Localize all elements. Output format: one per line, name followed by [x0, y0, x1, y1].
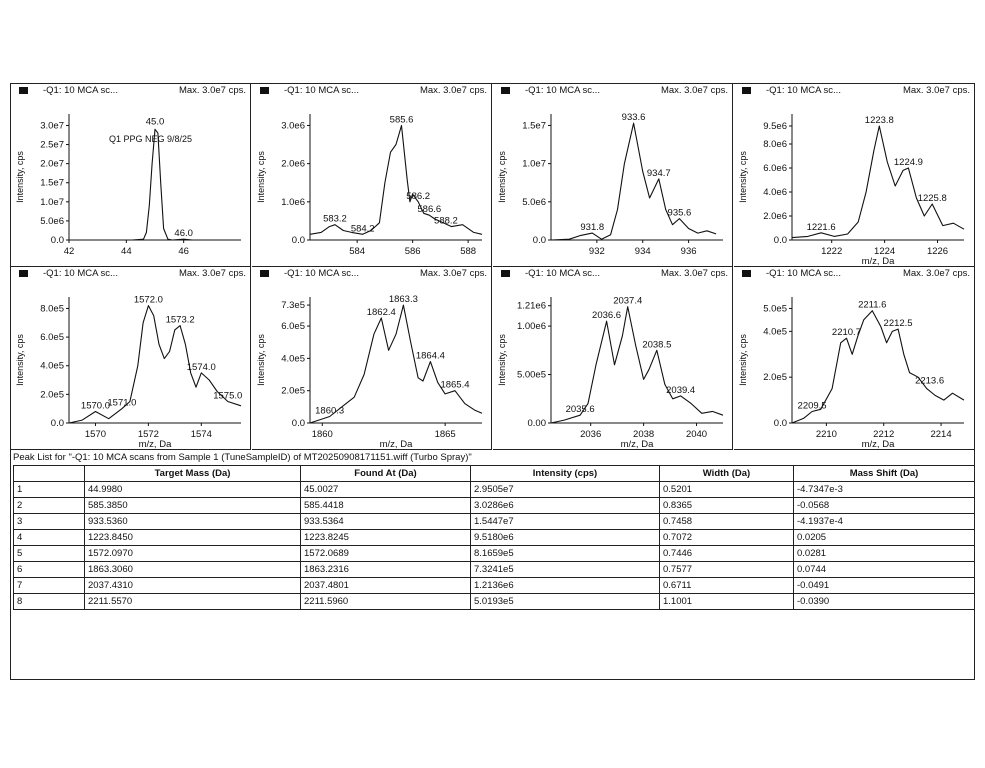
y-tick-label: 6.0e6	[763, 163, 787, 174]
y-tick-label: 5.0e6	[40, 215, 64, 227]
panel-max-intensity: Max. 3.0e7 cps.	[419, 268, 487, 279]
spectrum-panel	[252, 267, 492, 450]
y-axis-label: Intensity, cps	[738, 334, 748, 386]
table-cell: 2211.5960	[301, 594, 471, 610]
panel-header	[252, 267, 491, 281]
table-cell: 1572.0970	[85, 546, 301, 562]
report-frame	[10, 83, 975, 680]
x-tick-label: 1574	[190, 429, 212, 440]
y-tick-label: 0.00	[527, 418, 546, 429]
spectrum-panel	[11, 84, 251, 267]
spectrum-chart	[734, 281, 974, 450]
peak-label: 1864.4	[415, 350, 445, 362]
y-tick-label: 0.0	[291, 418, 305, 429]
y-axis-label: Intensity, cps	[497, 151, 507, 203]
spectrum-panel	[734, 84, 974, 267]
y-tick-label: 2.0e6	[763, 211, 787, 222]
table-cell: 1572.0689	[301, 546, 471, 562]
peak-label: 586.2	[406, 190, 431, 202]
peak-list-body	[14, 482, 975, 610]
table-cell: 0.0744	[794, 562, 975, 578]
peak-label: 2039.4	[666, 384, 696, 396]
y-axis-label: Intensity, cps	[15, 151, 25, 203]
table-cell: 0.0281	[794, 546, 975, 562]
peak-label: 1573.2	[165, 314, 195, 326]
table-cell: 0.6711	[660, 578, 794, 594]
panel-header	[493, 84, 732, 98]
y-tick-label: 1.5e7	[40, 177, 64, 189]
peak-label: 1860.3	[315, 405, 345, 417]
y-axis-label: Intensity, cps	[497, 334, 507, 386]
x-tick-label: 1570	[84, 429, 107, 440]
table-cell: 585.3850	[85, 498, 301, 514]
table-cell: 0.5201	[660, 482, 794, 498]
y-tick-label: 5.0e6	[522, 196, 546, 208]
table-cell: 0.7577	[660, 562, 794, 578]
x-tick-label: 934	[634, 246, 651, 257]
column-header: Intensity (cps)	[471, 466, 660, 482]
y-tick-label: 1.00e6	[516, 321, 546, 333]
x-tick-label: 584	[349, 246, 366, 257]
peak-label: 2037.4	[613, 295, 643, 307]
panel-max-intensity: Max. 3.0e7 cps.	[902, 85, 970, 96]
x-tick-label: 1860	[311, 429, 333, 440]
table-cell: 0.7072	[660, 530, 794, 546]
peak-label: 2213.6	[915, 375, 945, 387]
y-tick-label: 0.0	[50, 418, 64, 429]
column-header: Width (Da)	[660, 466, 794, 482]
panel-header	[252, 84, 491, 98]
x-tick-label: 2038	[633, 429, 655, 440]
table-cell: 2037.4801	[301, 578, 471, 594]
x-tick-label: 1224	[874, 246, 896, 257]
table-cell: 7.3241e5	[471, 562, 660, 578]
x-axis-label: m/z, Da	[861, 256, 895, 267]
table-cell: 1.5447e7	[471, 514, 660, 530]
table-cell: 1863.2316	[301, 562, 471, 578]
table-cell: -0.0390	[794, 594, 975, 610]
x-tick-label: 1226	[926, 246, 949, 257]
table-cell: 1.2136e6	[471, 578, 660, 594]
table-cell: 0.8365	[660, 498, 794, 514]
peak-list-header-row	[14, 466, 975, 482]
panel-title: -Q1: 10 MCA sc...	[43, 85, 118, 96]
panel-title: -Q1: 10 MCA sc...	[284, 268, 359, 279]
peak-label: 46.0	[174, 227, 193, 239]
spectra-grid	[11, 84, 976, 450]
spectrum-chart	[252, 281, 492, 450]
table-cell: 1	[14, 482, 85, 498]
table-cell: 4	[14, 530, 85, 546]
table-cell: 933.5364	[301, 514, 471, 530]
y-tick-label: 0.0	[291, 235, 305, 246]
x-tick-label: 46	[178, 246, 189, 257]
spectrum-panel	[252, 84, 492, 267]
x-tick-label: 2214	[930, 429, 952, 440]
x-tick-label: 44	[121, 246, 132, 257]
y-tick-label: 1.0e7	[40, 196, 64, 208]
table-row	[14, 578, 975, 594]
y-tick-label: 8.0e5	[40, 303, 64, 315]
x-tick-label: 2212	[873, 429, 895, 440]
peak-list-table	[13, 465, 975, 610]
table-cell: 933.5360	[85, 514, 301, 530]
y-tick-label: 2.0e7	[40, 158, 64, 170]
y-tick-label: 6.0e5	[40, 332, 64, 344]
spectrum-chart	[11, 98, 251, 267]
x-tick-label: 586	[404, 246, 421, 257]
panel-header	[493, 267, 732, 281]
peak-label: 1223.8	[864, 115, 894, 126]
peak-label: 45.0	[145, 116, 165, 128]
panel-title: -Q1: 10 MCA sc...	[284, 85, 359, 96]
y-tick-label: 7.3e5	[281, 300, 305, 312]
y-tick-label: 4.0e5	[281, 353, 305, 365]
y-tick-label: 2.0e5	[763, 372, 787, 384]
y-tick-label: 0.0	[773, 235, 787, 246]
trace-marker-icon	[742, 270, 751, 277]
spectrum-panel	[11, 267, 251, 450]
panel-max-intensity: Max. 3.0e7 cps.	[902, 268, 970, 279]
spectrum-trace	[69, 129, 241, 240]
column-header	[14, 466, 85, 482]
y-tick-label: 2.0e6	[281, 158, 305, 170]
y-axis-label: Intensity, cps	[738, 151, 748, 203]
sample-annotation: Q1 PPG NEG 9/8/25	[109, 134, 193, 144]
y-tick-label: 3.0e6	[281, 120, 305, 132]
table-row	[14, 514, 975, 530]
y-tick-label: 0.0	[50, 235, 64, 246]
spectrum-chart	[11, 281, 251, 450]
peak-list-title: Peak List for "-Q1: 10 MCA scans from Sample 1 (TuneSampleID) of MT20250908171151.wiff (Turbo Spray)"	[13, 452, 472, 463]
peak-label: 2212.5	[883, 318, 913, 330]
table-row	[14, 530, 975, 546]
x-tick-label: 42	[63, 246, 75, 257]
y-tick-label: 1.0e7	[522, 158, 546, 170]
table-cell: 5.0193e5	[471, 594, 660, 610]
peak-label: 1575.0	[213, 390, 243, 402]
peak-label: 2211.6	[858, 299, 887, 311]
y-tick-label: 2.5e7	[40, 139, 64, 151]
peak-label: 931.8	[580, 222, 605, 234]
table-cell: 0.0205	[794, 530, 975, 546]
table-cell: -4.7347e-3	[794, 482, 975, 498]
table-cell: 8.1659e5	[471, 546, 660, 562]
table-cell: 1863.3060	[85, 562, 301, 578]
trace-marker-icon	[260, 270, 269, 277]
panel-title: -Q1: 10 MCA sc...	[43, 268, 118, 279]
peak-label: 1570.0	[80, 400, 110, 412]
peak-label: 2035.6	[565, 404, 595, 416]
x-tick-label: 1865	[434, 429, 456, 440]
column-header: Found At (Da)	[301, 466, 471, 482]
peak-label: 933.6	[621, 112, 646, 124]
spectrum-panel	[493, 267, 733, 450]
x-tick-label: 588	[460, 246, 477, 257]
peak-label: 1221.6	[806, 221, 836, 233]
x-axis-label: m/z, Da	[620, 439, 654, 450]
peak-label: 1572.0	[133, 294, 163, 306]
trace-marker-icon	[742, 87, 751, 94]
spectrum-trace	[551, 123, 716, 240]
trace-marker-icon	[501, 87, 510, 94]
table-cell: 6	[14, 562, 85, 578]
table-cell: 2211.5570	[85, 594, 301, 610]
y-tick-label: 0.0	[532, 235, 546, 246]
table-cell: 7	[14, 578, 85, 594]
table-row	[14, 498, 975, 514]
x-tick-label: 932	[588, 246, 605, 257]
y-tick-label: 5.0e5	[763, 303, 787, 315]
spectrum-chart	[493, 281, 733, 450]
x-axis-label: m/z, Da	[138, 439, 172, 450]
table-cell: 0.7446	[660, 546, 794, 562]
trace-marker-icon	[501, 270, 510, 277]
panel-max-intensity: Max. 3.0e7 cps.	[660, 85, 728, 96]
table-cell: 0.7458	[660, 514, 794, 530]
spectrum-chart	[493, 98, 733, 267]
peak-label: 1574.0	[186, 361, 216, 373]
table-cell: 1.1001	[660, 594, 794, 610]
y-tick-label: 4.0e6	[763, 187, 787, 198]
peak-label: 2036.6	[592, 310, 622, 322]
table-cell: 1223.8450	[85, 530, 301, 546]
panel-max-intensity: Max. 3.0e7 cps.	[419, 85, 487, 96]
y-tick-label: 2.0e5	[281, 385, 305, 397]
x-tick-label: 2210	[815, 429, 837, 440]
trace-marker-icon	[19, 270, 28, 277]
table-cell: 2037.4310	[85, 578, 301, 594]
y-tick-label: 9.5e6	[763, 121, 787, 132]
panel-max-intensity: Max. 3.0e7 cps.	[178, 85, 246, 96]
peak-label: 934.7	[646, 167, 671, 179]
y-tick-label: 6.0e5	[281, 321, 305, 333]
spectrum-chart	[734, 98, 974, 267]
table-cell: 3.0286e6	[471, 498, 660, 514]
table-cell: 1223.8245	[301, 530, 471, 546]
y-tick-label: 1.0e6	[281, 196, 305, 208]
peak-label: 1863.3	[388, 294, 418, 306]
column-header: Target Mass (Da)	[85, 466, 301, 482]
y-axis-label: Intensity, cps	[256, 334, 266, 386]
peak-label: 2210.7	[831, 327, 861, 339]
x-axis-label: m/z, Da	[861, 439, 895, 450]
peak-label: 1865.4	[440, 379, 470, 391]
table-cell: -0.0491	[794, 578, 975, 594]
spectrum-panel	[493, 84, 733, 267]
x-tick-label: 1572	[137, 429, 159, 440]
table-cell: 9.5180e6	[471, 530, 660, 546]
table-cell: 2.9505e7	[471, 482, 660, 498]
x-axis-label: m/z, Da	[379, 439, 413, 450]
peak-label: 2209.5	[797, 400, 827, 412]
panel-max-intensity: Max. 3.0e7 cps.	[178, 268, 246, 279]
table-row	[14, 562, 975, 578]
table-row	[14, 594, 975, 610]
table-cell: 3	[14, 514, 85, 530]
peak-label: 935.6	[667, 207, 692, 219]
y-tick-label: 5.00e5	[516, 369, 546, 381]
column-header: Mass Shift (Da)	[794, 466, 975, 482]
panel-max-intensity: Max. 3.0e7 cps.	[660, 268, 728, 279]
panel-header	[734, 84, 974, 98]
y-tick-label: 0.0	[773, 418, 787, 429]
table-row	[14, 546, 975, 562]
panel-title: -Q1: 10 MCA sc...	[766, 268, 841, 279]
peak-label: 1571.0	[107, 397, 137, 409]
peak-label: 1225.8	[917, 193, 947, 204]
y-tick-label: 3.0e7	[40, 120, 64, 132]
peak-label: 584.2	[350, 223, 375, 235]
peak-label: 1224.9	[893, 157, 923, 168]
y-axis-label: Intensity, cps	[256, 151, 266, 203]
peak-label: 588.2	[434, 215, 458, 227]
trace-marker-icon	[260, 87, 269, 94]
x-tick-label: 936	[680, 246, 697, 257]
peak-label: 585.6	[389, 114, 414, 126]
peak-label: 583.2	[323, 213, 347, 225]
panel-title: -Q1: 10 MCA sc...	[766, 85, 841, 96]
table-cell: -4.1937e-4	[794, 514, 975, 530]
y-tick-label: 4.0e5	[40, 360, 64, 372]
peak-label: 2038.5	[642, 339, 672, 351]
y-tick-label: 4.0e5	[763, 326, 787, 338]
y-axis-label: Intensity, cps	[15, 334, 25, 386]
table-row	[14, 482, 975, 498]
panel-header	[734, 267, 974, 281]
panel-header	[11, 267, 250, 281]
peak-label: 586.6	[417, 204, 442, 216]
x-tick-label: 1222	[821, 246, 843, 257]
panel-title: -Q1: 10 MCA sc...	[525, 85, 600, 96]
peak-label: 1862.4	[366, 307, 396, 318]
table-cell: 8	[14, 594, 85, 610]
table-cell: 5	[14, 546, 85, 562]
table-cell: 2	[14, 498, 85, 514]
y-tick-label: 2.0e5	[40, 389, 64, 401]
y-tick-label: 1.5e7	[522, 120, 546, 132]
panel-title: -Q1: 10 MCA sc...	[525, 268, 600, 279]
panel-header	[11, 84, 250, 98]
table-cell: -0.0568	[794, 498, 975, 514]
x-tick-label: 2036	[580, 429, 602, 440]
trace-marker-icon	[19, 87, 28, 94]
y-tick-label: 8.0e6	[763, 139, 787, 150]
spectrum-chart	[252, 98, 492, 267]
table-cell: 44.9980	[85, 482, 301, 498]
table-cell: 585.4418	[301, 498, 471, 514]
x-tick-label: 2040	[685, 429, 708, 440]
table-cell: 45.0027	[301, 482, 471, 498]
y-tick-label: 1.21e6	[516, 300, 546, 312]
spectrum-panel	[734, 267, 974, 450]
